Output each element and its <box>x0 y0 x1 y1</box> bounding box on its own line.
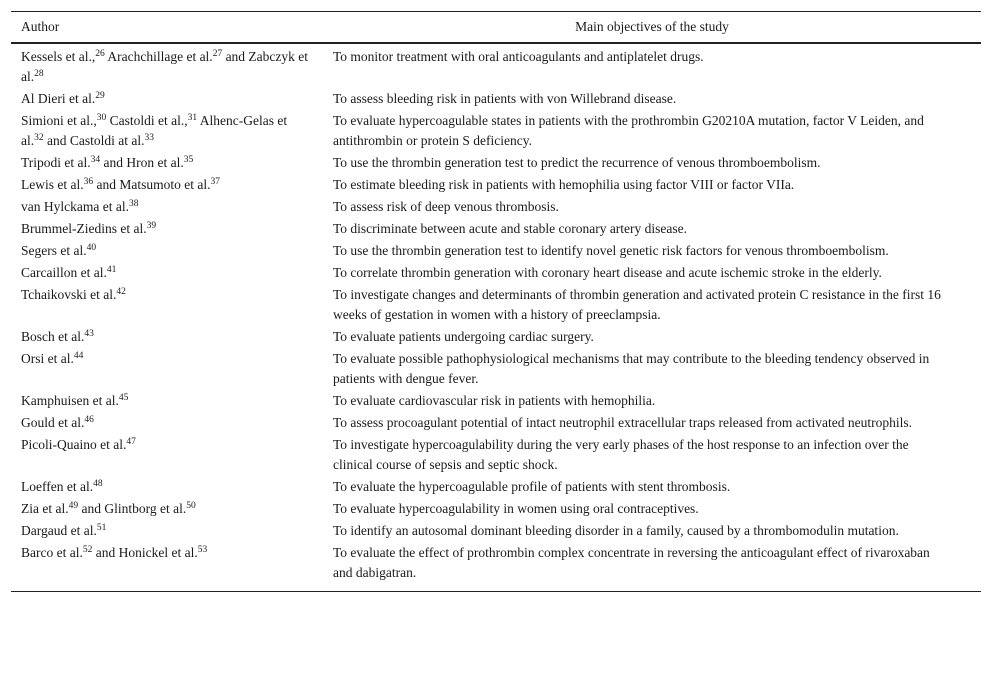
author-name-text: and Hron et al. <box>100 155 184 170</box>
author-name-text: Al Dieri et al. <box>21 91 96 106</box>
reference-number: 48 <box>93 479 103 489</box>
reference-number: 38 <box>128 199 139 209</box>
objective-cell: To investigate hypercoagulability during the very early phases of the host response to an infection over the clinical course of sepsis and septic shock. <box>333 437 909 472</box>
objective-cell: To estimate bleeding risk in patients with hemophilia using factor VIII or factor VIIa. <box>333 177 795 192</box>
author-name-text: Dargaud et al. <box>21 523 97 538</box>
author-cell <box>11 262 323 284</box>
author-name-text: Picoli-Quaino et al. <box>21 437 127 452</box>
author-name-text: Bosch et al. <box>21 329 85 344</box>
reference-number: 53 <box>197 545 208 555</box>
objective-cell: To use the thrombin generation test to predict the recurrence of venous thromboembolism. <box>333 155 821 170</box>
objective-cell: To correlate thrombin generation with coronary heart disease and acute ischemic stroke in the elderly. <box>333 265 882 280</box>
table-row <box>11 262 981 284</box>
author-cell <box>11 88 323 110</box>
table-row <box>11 476 981 498</box>
reference-number: 27 <box>212 49 223 59</box>
reference-number: 26 <box>95 49 105 59</box>
table-row <box>11 520 981 542</box>
objective-cell: To identify an autosomal dominant bleeding disorder in a family, caused by a thrombomodulin mutation. <box>333 523 899 538</box>
author-name-text: and Zabczyk et al. <box>21 49 309 84</box>
reference-number: 36 <box>83 177 94 187</box>
author-name-text: and Glintborg et al. <box>78 501 187 516</box>
objective-cell: To assess bleeding risk in patients with von Willebrand disease. <box>333 91 677 106</box>
table-row <box>11 542 981 592</box>
author-cell <box>11 110 323 152</box>
author-cell <box>11 43 323 88</box>
reference-number: 39 <box>146 221 157 231</box>
reference-number: 30 <box>96 113 107 123</box>
author-name-text: Kessels et al., <box>21 49 96 64</box>
table-header <box>11 12 981 44</box>
reference-number: 31 <box>187 113 198 123</box>
table-row <box>11 348 981 390</box>
table-row <box>11 434 981 476</box>
objective-cell: To evaluate possible pathophysiological mechanisms that may contribute to the bleeding tendency observed in patients with dengue fever. <box>333 351 930 386</box>
studies-table <box>11 11 981 592</box>
objective-cell: To monitor treatment with oral anticoagulants and antiplatelet drugs. <box>333 49 704 64</box>
author-name-text: Zia et al. <box>21 501 69 516</box>
author-name-text: Segers et al. <box>21 243 87 258</box>
objective-cell: To assess procoagulant potential of intact neutrophil extracellular traps released from activated neutrophils. <box>333 415 912 430</box>
author-name-text: Simioni et al., <box>21 113 97 128</box>
author-cell <box>11 284 323 326</box>
author-cell <box>11 412 323 434</box>
reference-number: 35 <box>183 155 194 165</box>
reference-number: 51 <box>96 523 107 533</box>
author-name-text: Loeffen et al. <box>21 479 94 494</box>
table-row <box>11 326 981 348</box>
author-name-text: Kamphuisen et al. <box>21 393 119 408</box>
author-name-text: Barco et al. <box>21 545 83 560</box>
author-cell <box>11 390 323 412</box>
reference-number: 52 <box>82 545 93 555</box>
reference-number: 50 <box>186 501 196 511</box>
reference-number: 37 <box>210 177 220 187</box>
table-row <box>11 196 981 218</box>
objective-cell: To use the thrombin generation test to identify novel genetic risk factors for venous thromboembolism. <box>333 243 889 258</box>
author-cell <box>11 152 323 174</box>
table-row <box>11 110 981 152</box>
objective-cell: To evaluate patients undergoing cardiac surgery. <box>333 329 594 344</box>
reference-number: 32 <box>34 133 44 143</box>
reference-number: 43 <box>84 329 94 339</box>
author-cell <box>11 348 323 390</box>
reference-number: 45 <box>118 393 129 403</box>
objective-cell: To investigate changes and determinants of thrombin generation and activated protein C resistance in the first 16 weeks of gestation in women with a history of preeclampsia. <box>333 287 941 322</box>
reference-number: 41 <box>106 265 117 275</box>
reference-number: 28 <box>34 69 44 79</box>
author-cell <box>11 434 323 476</box>
table-row <box>11 284 981 326</box>
author-cell <box>11 520 323 542</box>
author-name-text: Orsi et al. <box>21 351 74 366</box>
table-row <box>11 43 981 88</box>
reference-number: 47 <box>126 437 136 447</box>
author-name-text: Tripodi et al. <box>21 155 91 170</box>
reference-number: 29 <box>95 91 105 101</box>
author-cell <box>11 218 323 240</box>
table-body <box>11 43 981 592</box>
header-row <box>11 12 981 44</box>
objective-cell: To assess risk of deep venous thrombosis. <box>333 199 559 214</box>
table-row <box>11 152 981 174</box>
author-name-text: Gould et al. <box>21 415 85 430</box>
reference-number: 49 <box>68 501 79 511</box>
objective-cell: To evaluate the effect of prothrombin complex concentrate in reversing the anticoagulant effect of rivaroxaban and dabigatran. <box>333 545 930 580</box>
objective-cell: To evaluate cardiovascular risk in patients with hemophilia. <box>333 393 656 408</box>
author-name-text: Brummel-Ziedins et al. <box>21 221 147 236</box>
studies-table-container <box>11 11 981 592</box>
reference-number: 46 <box>84 415 94 425</box>
author-cell <box>11 326 323 348</box>
table-row <box>11 174 981 196</box>
author-cell <box>11 476 323 498</box>
table-row <box>11 240 981 262</box>
author-name-text: Carcaillon et al. <box>21 265 107 280</box>
author-name-text: and Honickel et al. <box>92 545 198 560</box>
author-name-text: Tchaikovski et al. <box>21 287 117 302</box>
reference-number: 34 <box>90 155 101 165</box>
author-name-text: Lewis et al. <box>21 177 84 192</box>
table-row <box>11 390 981 412</box>
author-name-text: and Castoldi at al. <box>43 133 145 148</box>
author-name-text: Arachchillage et al. <box>104 49 213 64</box>
objective-cell: To discriminate between acute and stable coronary artery disease. <box>333 221 688 236</box>
author-name-text: and Matsumoto et al. <box>93 177 211 192</box>
reference-number: 40 <box>86 243 97 253</box>
author-name-text: Castoldi et al., <box>106 113 188 128</box>
table-row <box>11 412 981 434</box>
table-row <box>11 498 981 520</box>
objective-cell: To evaluate hypercoagulable states in patients with the prothrombin G20210A mutation, factor V Leiden, and antithrombin or protein S deficiency. <box>333 113 924 148</box>
reference-number: 42 <box>116 287 126 297</box>
author-cell <box>11 174 323 196</box>
reference-number: 44 <box>73 351 84 361</box>
objective-cell: To evaluate the hypercoagulable profile of patients with stent thrombosis. <box>333 479 731 494</box>
reference-number: 33 <box>144 133 154 143</box>
objective-cell: To evaluate hypercoagulability in women using oral contraceptives. <box>333 501 699 516</box>
author-cell <box>11 240 323 262</box>
table-row <box>11 218 981 240</box>
author-cell <box>11 196 323 218</box>
author-name-text: van Hylckama et al. <box>21 199 129 214</box>
author-name-text: Alhenc-Gelas et al. <box>21 113 288 148</box>
author-cell <box>11 498 323 520</box>
column-header-author: Author <box>21 19 60 34</box>
column-header-objective: Main objectives of the study <box>575 19 729 34</box>
author-cell <box>11 542 323 592</box>
table-row <box>11 88 981 110</box>
